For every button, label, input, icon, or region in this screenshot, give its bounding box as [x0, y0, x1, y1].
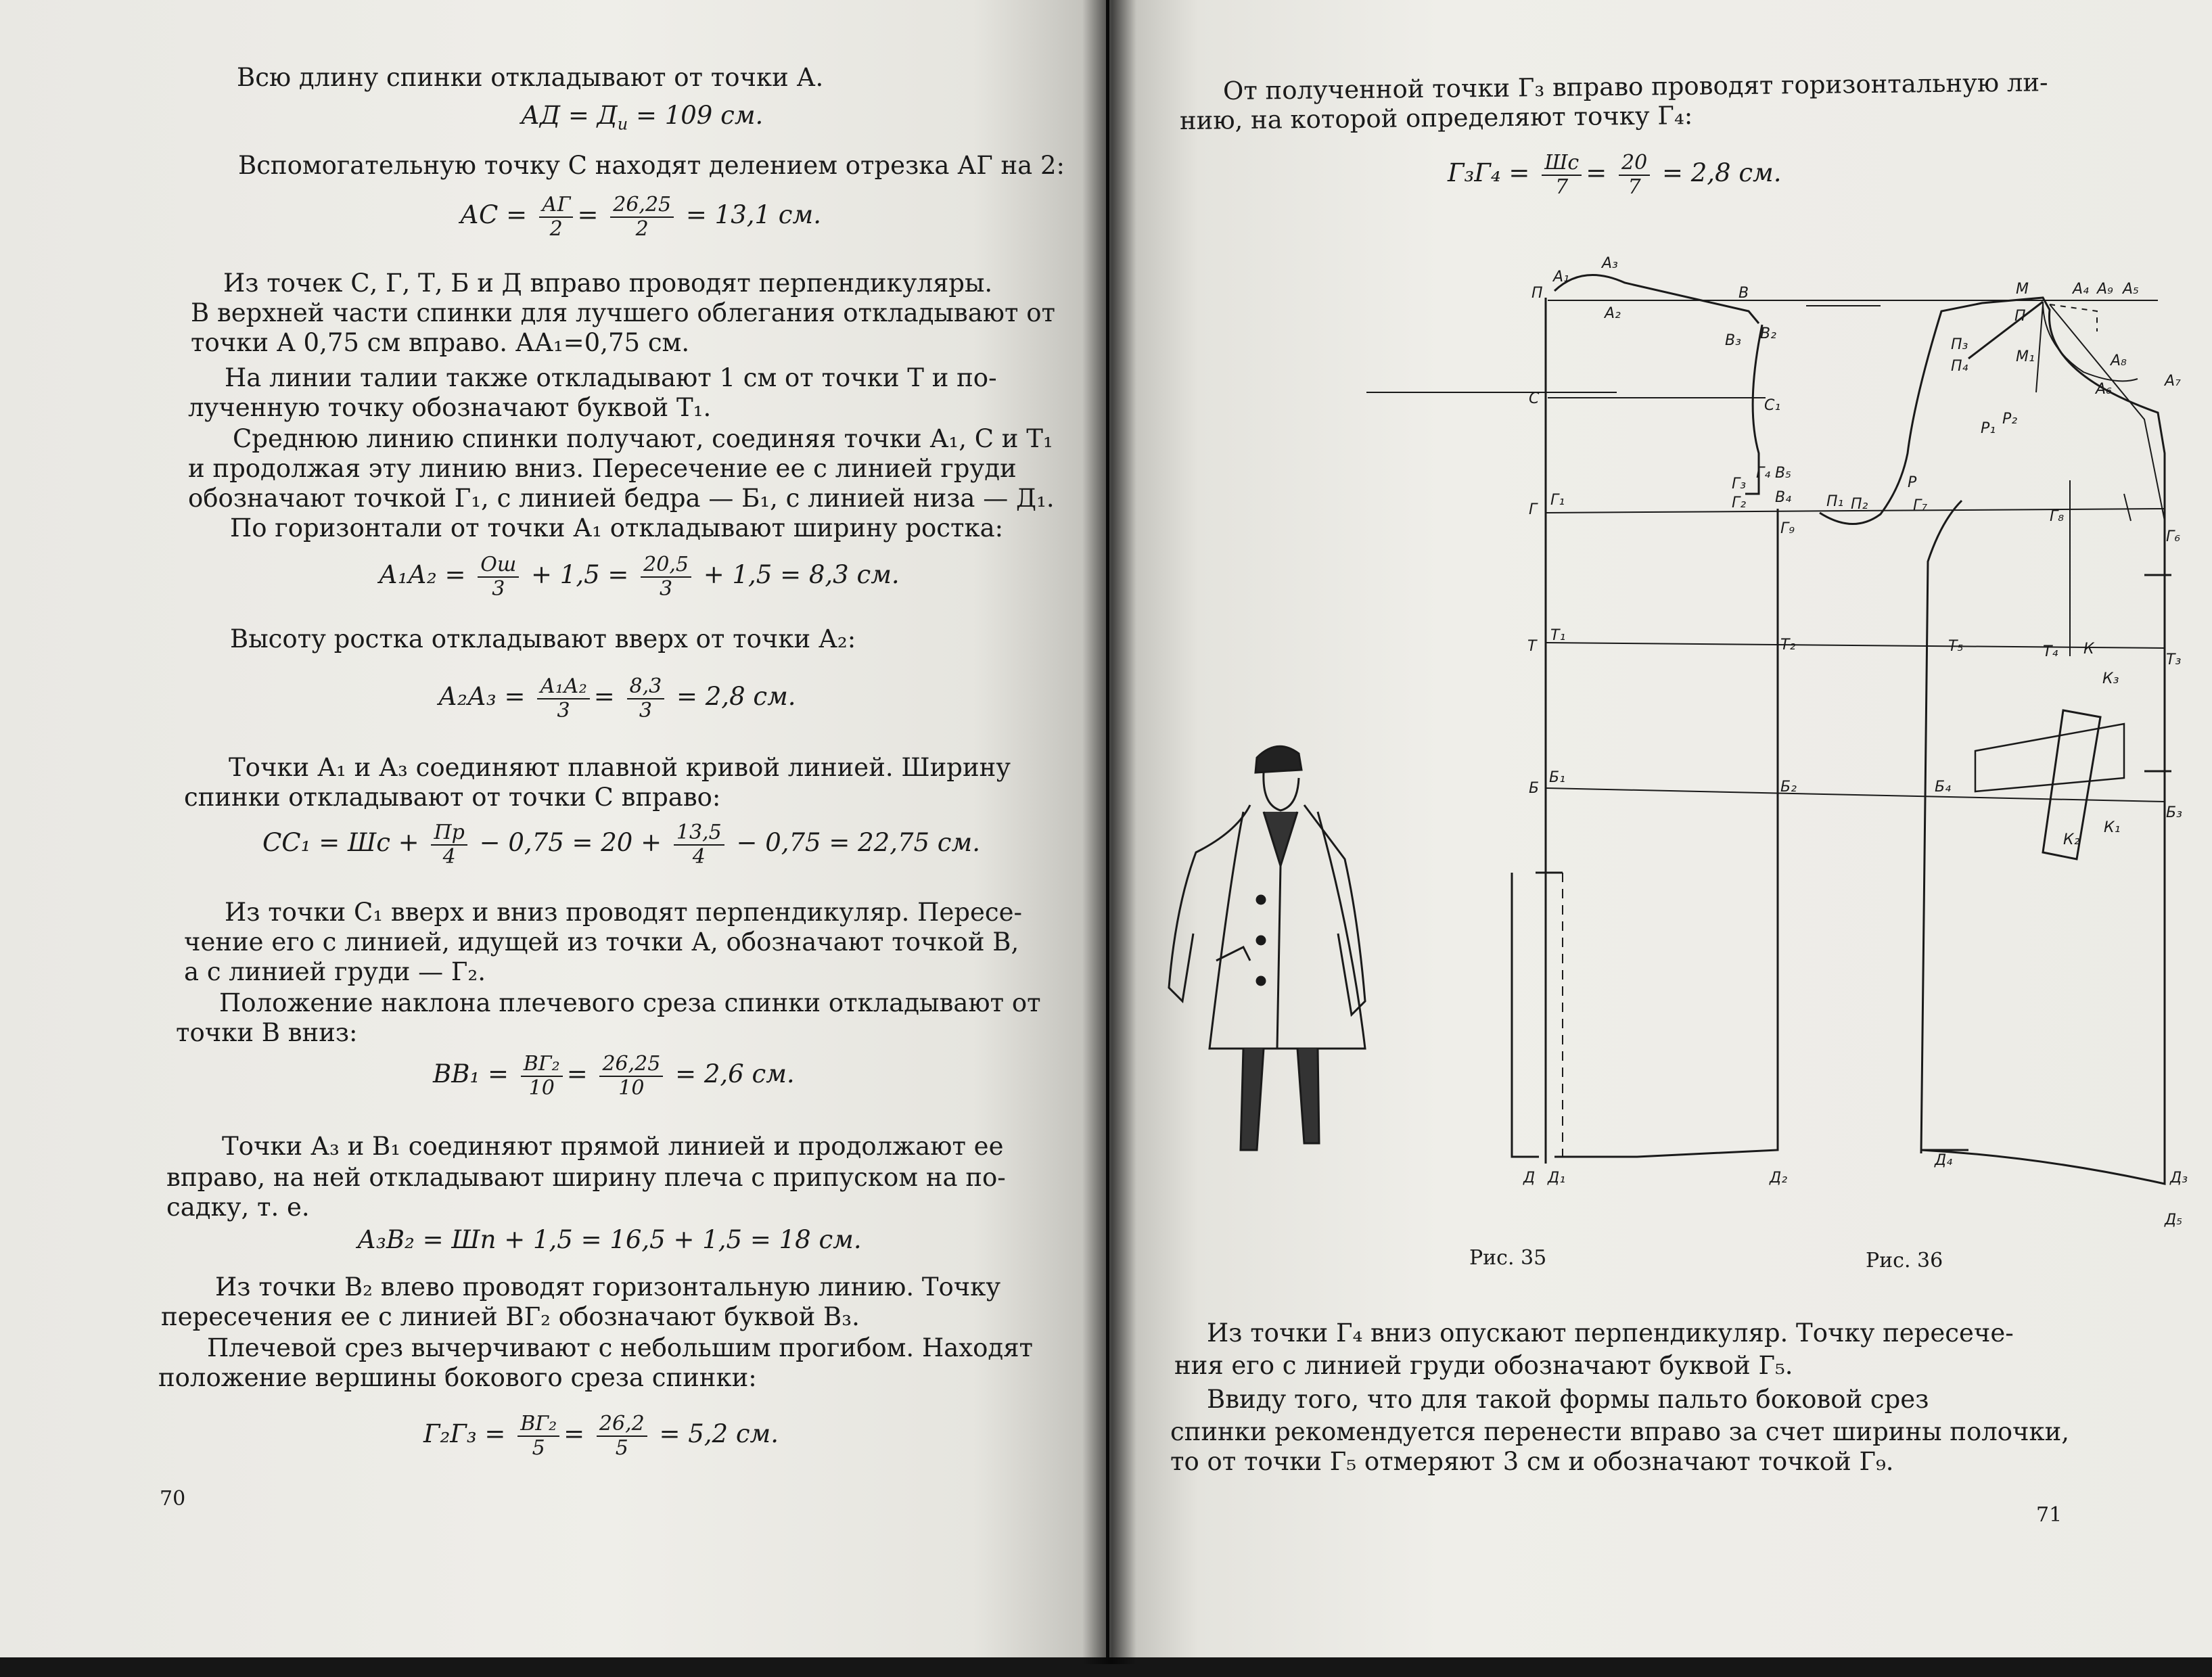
point-label: Г₃ — [1732, 476, 1747, 492]
equation-bb1: ВВ₁ = $\frac{\text{ВГ₂}}{10}$ = $\frac{26,25}{10}$ = 2,6 см. — [433, 1051, 795, 1100]
point-label: Т₃ — [2166, 651, 2182, 668]
text-line: Всю длину спинки откладывают от точки А. — [237, 63, 824, 92]
point-label: Б — [1529, 780, 1540, 797]
equation-g2g3: Г₂Г₃ = $\frac{\text{ВГ₂}}{5}$ = $\frac{26,2}{5}$ = 5,2 см. — [423, 1411, 779, 1460]
right-page — [1109, 0, 2212, 1657]
text-line: Точки А₃ и В₁ соединяют прямой линией и продолжают ее — [222, 1132, 1004, 1161]
equation-g3g4: Г₃Г₄ = $\frac{Шс}{7}$ = $\frac{20}{7}$ = 2,8 см. — [1448, 150, 1782, 199]
point-label: Г₉ — [1780, 520, 1795, 537]
point-label: А₁ — [1553, 269, 1569, 285]
left-page — [0, 0, 1106, 1657]
point-label: С₁ — [1764, 397, 1781, 414]
point-label: Г₂ — [1732, 495, 1747, 511]
equation-cc1: СС₁ = Шс + $\frac{Пр}{4}$ − 0,75 = 20 + $\frac{13,5}{4}$ − 0,75 = 22,75 см. — [262, 820, 980, 869]
point-label: Д₅ — [2165, 1212, 2183, 1228]
point-label: Т₅ — [1948, 638, 1964, 655]
point-label: К₁ — [2104, 819, 2121, 836]
text-line: В верхней части спинки для лучшего облегания откладывают от — [191, 298, 1055, 327]
text-line: пересечения ее с линией ВГ₂ обозначают буквой В₃. — [161, 1302, 860, 1331]
point-label: В₄ — [1775, 489, 1791, 506]
point-label: Б₃ — [2166, 804, 2182, 821]
point-label: Д₁ — [1548, 1170, 1566, 1187]
text-line: обозначают точкой Г₁, с линией бедра — Б₁, с линией низа — Д₁. — [188, 484, 1055, 513]
point-label: Г₇ — [1913, 497, 1928, 514]
text-line: то от точки Г₅ отмеряют 3 см и обозначают точкой Г₉. — [1170, 1447, 1894, 1476]
text-line: По горизонтали от точки А₁ откладывают ширину ростка: — [230, 513, 1004, 543]
point-label: С — [1529, 390, 1540, 407]
text-line: вправо, на ней откладывают ширину плеча с припуском на по- — [166, 1163, 1006, 1192]
book-gutter — [1082, 0, 1136, 1664]
point-label: П₂ — [1851, 496, 1868, 513]
text-line: Из точки Г₄ вниз опускают перпендикуляр. Точку пересече- — [1207, 1318, 2014, 1348]
point-label: М — [2016, 281, 2029, 298]
point-label: В₂ — [1760, 325, 1776, 342]
figure-caption-35: Рис. 35 — [1469, 1246, 1547, 1270]
equation-a2a3: А₂А₃ = $\frac{\text{А₁А₂}}{3}$ = $\frac{8,3}{3}$ = 2,8 см. — [438, 674, 796, 722]
text-line: Среднюю линию спинки получают, соединяя точки А₁, С и Т₁ — [233, 424, 1053, 453]
figure-caption-36: Рис. 36 — [1866, 1249, 1943, 1272]
text-line: ния его с линией груди обозначают буквой Г₅. — [1174, 1351, 1793, 1380]
point-label: Д — [1523, 1170, 1536, 1187]
point-label: А₃ — [1602, 255, 1618, 272]
point-label: Т₂ — [1780, 637, 1796, 653]
point-label: М₁ — [2016, 348, 2035, 365]
point-label: Г — [1529, 501, 1538, 518]
text-line: Из точки В₂ влево проводят горизонтальную линию. Точку — [215, 1272, 1001, 1302]
text-line: а с линией груди — Г₂. — [184, 957, 486, 986]
text-line: Вспомогательную точку С находят делением отрезка АГ на 2: — [238, 151, 1065, 180]
point-label: П₁ — [1826, 493, 1844, 510]
point-label: Т₁ — [1550, 627, 1566, 644]
point-label: Г₈ — [2050, 508, 2065, 525]
text-line: Из точек С, Г, Т, Б и Д вправо проводят перпендикуляры. — [223, 269, 993, 298]
point-label: А₇ — [2165, 373, 2181, 390]
point-label: А₄ — [2073, 281, 2089, 298]
text-line: Из точки С₁ вверх и вниз проводят перпендикуляр. Пересе- — [225, 898, 1023, 927]
point-label: Г₆ — [2166, 528, 2181, 545]
text-line: Положение наклона плечевого среза спинки откладывают от — [219, 988, 1041, 1017]
point-label: Р₂ — [2002, 411, 2018, 428]
text-line: Ввиду того, что для такой формы пальто боковой срез — [1207, 1385, 1929, 1414]
text-line: От полученной точки Г₃ вправо проводят горизонтальную ли- — [1222, 68, 2048, 106]
equation-ad: АД = $Д_и = 109$ см. — [521, 101, 764, 134]
text-line: нию, на которой определяют точку Г₄: — [1179, 101, 1693, 135]
point-label: В₃ — [1725, 332, 1741, 349]
text-line: лученную точку обозначают буквой Т₁. — [188, 393, 712, 422]
point-label: Д₃ — [2170, 1170, 2188, 1187]
equation-a3b2: А₃В₂ = Шп + 1,5 = 16,5 + 1,5 = 18 см. — [357, 1225, 862, 1254]
equation-a1a2: А₁А₂ = $\frac{Ош}{3}$ + 1,5 = $\frac{20,5}{3}$ + 1,5 = 8,3 см. — [379, 552, 900, 601]
text-line: Высоту ростка откладывают вверх от точки А₂: — [230, 624, 856, 653]
text-line: На линии талии также откладывают 1 см от точки Т и по- — [225, 363, 997, 392]
point-label: Т — [1527, 638, 1537, 655]
text-line: точки В вниз: — [176, 1018, 358, 1047]
text-line: положение вершины бокового среза спинки: — [158, 1363, 757, 1392]
point-label: Д₄ — [1935, 1152, 1953, 1169]
point-label: Р — [1908, 474, 1917, 491]
point-label: А₉ — [2097, 281, 2113, 298]
point-label: К₂ — [2063, 831, 2080, 848]
point-label: Д₂ — [1770, 1170, 1788, 1187]
point-label: П₄ — [1951, 358, 1968, 375]
text-line: садку, т. е. — [166, 1193, 310, 1222]
point-label: Б₂ — [1780, 779, 1797, 796]
page-number: 70 — [160, 1487, 186, 1511]
text-line: чение его с линией, идущей из точки А, обозначают точкой В, — [184, 927, 1019, 957]
text-line: и продолжая эту линию вниз. Пересечение ее с линией груди — [188, 454, 1017, 483]
point-label: Р₁ — [1981, 420, 1996, 437]
equation-ac: АС = $\frac{АГ}{2}$ = $\frac{26,25}{2}$ = 13,1 см. — [460, 192, 821, 241]
point-label: Г₁ — [1550, 492, 1565, 509]
point-label: Б₁ — [1549, 769, 1565, 786]
page-number: 71 — [2036, 1503, 2063, 1527]
text-line: Плечевой срез вычерчивают с небольшим прогибом. Находят — [207, 1333, 1033, 1362]
text-line: спинки рекомендуется перенести вправо за счет ширины полочки, — [1170, 1417, 2070, 1446]
point-label: А₅ — [2123, 281, 2139, 298]
point-label: Б₄ — [1935, 779, 1951, 796]
point-label: А₈ — [2111, 352, 2127, 369]
pattern-lines — [1366, 250, 2212, 1238]
point-label: П — [2014, 308, 2026, 325]
point-label: А₆ — [2096, 381, 2112, 398]
point-label: К₃ — [2102, 670, 2119, 687]
point-label: П₃ — [1951, 336, 1968, 353]
point-label: А₂ — [1605, 305, 1621, 322]
point-label: П — [1531, 285, 1543, 302]
point-label: Г₄ — [1756, 465, 1771, 482]
point-label: Т₄ — [2043, 643, 2058, 660]
point-label: В₅ — [1775, 465, 1791, 482]
text-line: спинки откладывают от точки С вправо: — [184, 783, 721, 812]
point-label: В — [1738, 285, 1749, 302]
text-line: Точки А₁ и А₃ соединяют плавной кривой линией. Ширину — [229, 753, 1011, 782]
text-line: точки А 0,75 см вправо. АА₁=0,75 см. — [191, 328, 690, 357]
point-label: К — [2083, 641, 2094, 658]
